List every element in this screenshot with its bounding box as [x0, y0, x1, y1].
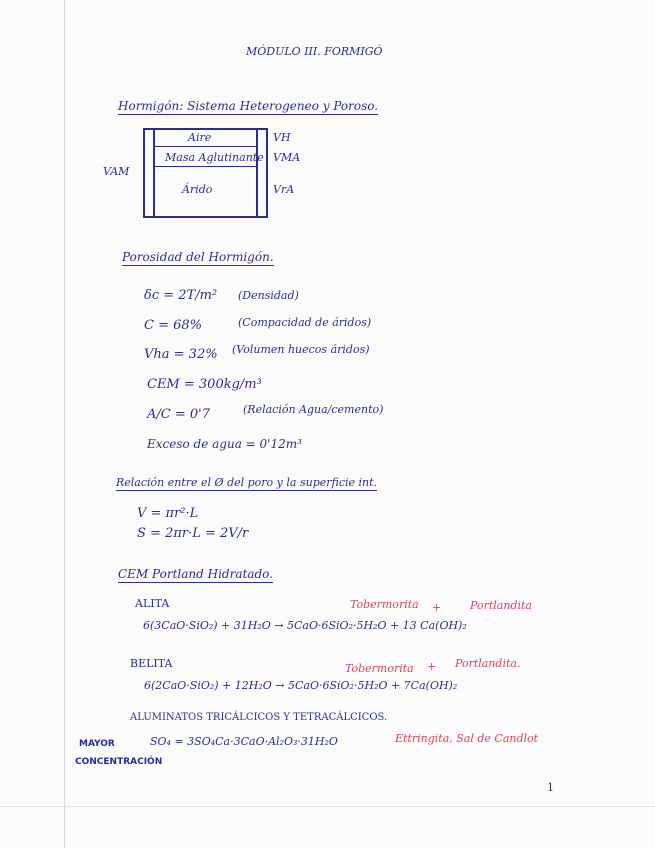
diagram-label-vma: VMA	[273, 151, 301, 164]
diagram-label-vra: VrA	[273, 183, 295, 196]
diagram-label-vh: VH	[273, 131, 291, 144]
belita-product-2: Portlandita.	[455, 657, 521, 670]
aluminatos-reaction: SO₄ = 3SO₄Ca·3CaO·Al₂O₃·31H₂O	[150, 735, 338, 748]
diagram-label-aire: Aire	[188, 131, 212, 144]
porosidad-eq-2: C = 68%	[144, 318, 202, 333]
paper-bottom-line	[0, 806, 655, 807]
alita-plus: +	[432, 601, 442, 614]
belita-product-1: Tobermorita	[345, 662, 414, 675]
porosidad-eq-6: Exceso de agua = 0'12m³	[147, 437, 302, 451]
porosidad-note-5: (Relación Agua/cemento)	[243, 403, 384, 416]
diagram-label-arido: Árido	[182, 183, 213, 196]
aluminatos-heading: ALUMINATOS TRICÁLCICOS Y TETRACÁLCICOS.	[130, 712, 388, 723]
porosidad-eq-3: Vha = 32%	[144, 347, 218, 362]
page-title: MÓDULO III. FORMIGÓ	[246, 45, 383, 58]
section-heading-hormigon: Hormigón: Sistema Heterogeneo y Poroso.	[118, 99, 379, 113]
porosidad-eq-4: CEM = 300kg/m³	[147, 377, 262, 392]
diagram-label-vam: VAM	[103, 165, 130, 178]
porosidad-note-3: (Volumen huecos áridos)	[232, 343, 370, 356]
aluminatos-product: Ettringita, Sal de Candlot	[395, 732, 539, 745]
alita-product-1: Tobermorita	[350, 598, 419, 611]
porosidad-note-1: (Densidad)	[238, 289, 299, 302]
alita-reaction: 6(3CaO·SiO₂) + 31H₂O → 5CaO·6SiO₂·5H₂O + 13 Ca(OH)₂	[143, 619, 467, 632]
diagram-label-masa: Masa Aglutinante	[165, 151, 264, 164]
section-heading-porosidad: Porosidad del Hormigón.	[122, 250, 274, 264]
diagram-divider-2	[153, 166, 258, 167]
alita-label: ALITA	[135, 597, 170, 610]
porosidad-eq-1: δc = 2T/m²	[144, 288, 218, 303]
diagram-divider-1	[153, 146, 258, 147]
porosidad-note-2: (Compacidad de áridos)	[238, 316, 372, 329]
relacion-eq-2: S = 2πr·L = 2V/r	[137, 526, 249, 541]
alita-product-2: Portlandita	[470, 599, 532, 612]
relacion-eq-1: V = πr²·L	[137, 506, 199, 521]
section-heading-relacion: Relación entre el Ø del poro y la superficie int.	[116, 476, 378, 489]
paper-margin-line	[64, 0, 65, 848]
section-heading-cem: CEM Portland Hidratado.	[118, 567, 273, 581]
mayor-label: MAYOR	[79, 739, 115, 749]
belita-plus: +	[427, 660, 437, 673]
page-number: 1	[547, 781, 554, 794]
belita-reaction: 6(2CaO·SiO₂) + 12H₂O → 5CaO·6SiO₂·5H₂O + 7Ca(OH)₂	[144, 679, 458, 692]
concentracion-label: CONCENTRACIÓN	[75, 757, 163, 767]
belita-label: BELITA	[130, 657, 173, 670]
porosidad-eq-5: A/C = 0'7	[147, 407, 210, 422]
